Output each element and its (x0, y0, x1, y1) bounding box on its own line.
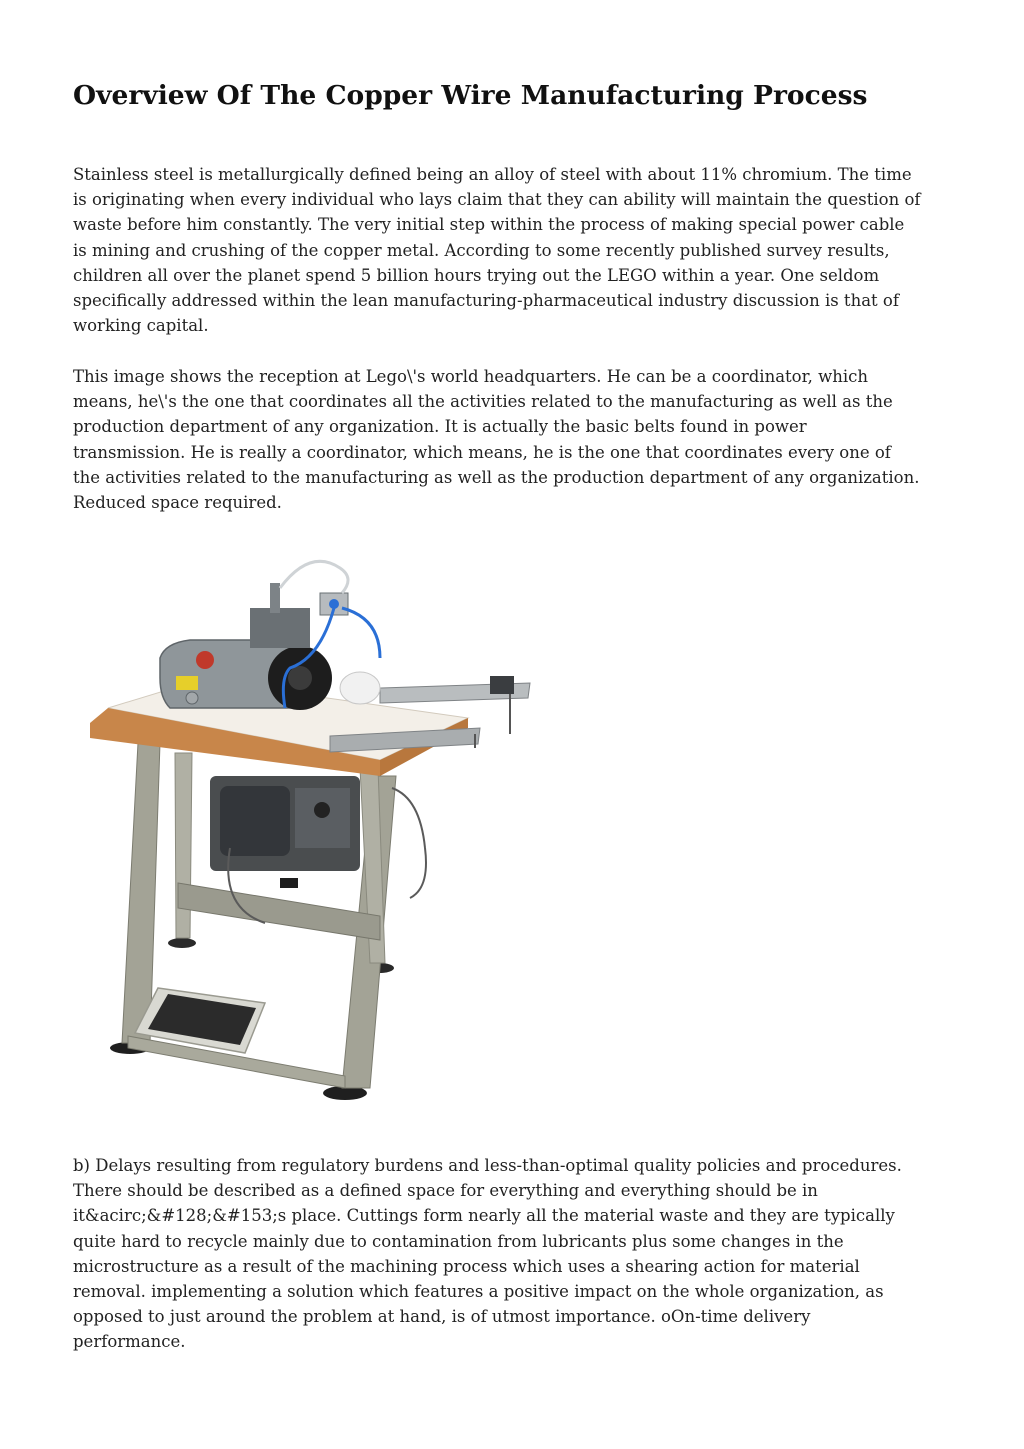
frame-crossbar (178, 883, 380, 940)
power-cable (392, 788, 426, 898)
thread-post (270, 583, 280, 613)
handwheel-hub (288, 666, 312, 690)
sewing-machine-image (80, 548, 540, 1118)
power-indicator (196, 651, 214, 669)
thread-cover (340, 672, 380, 704)
page-title: Overview Of The Copper Wire Manufacturing Process (73, 80, 868, 111)
foot-left-back (168, 938, 196, 948)
air-hose-white (280, 561, 348, 593)
motor-cover (220, 786, 290, 856)
guide-sensor (490, 676, 514, 694)
screw-icon (186, 692, 198, 704)
top-assembly (250, 608, 310, 648)
motor-plate (295, 788, 350, 848)
paragraph-3: b) Delays resulting from regulatory burdens and less-than-optimal quality policies and procedures. There should be described as a defined space for everything and everything should be in it&acirc;&#128;&#153;s place. Cuttings form nearly all the material waste and they are typically quite hard to recycle mainly due to contamination from lubricants plus some changes in the microstructure as a result of the machining process which uses a shearing action for material removal. implementing a solution which features a positive impact on the whole organization, as opposed to just around the problem at hand, is of utmost importance. oOn-time delivery performance. (73, 1156, 902, 1352)
motor-knob (314, 802, 330, 818)
warning-label (176, 676, 198, 690)
motor-bracket (280, 878, 298, 888)
paragraph-2: This image shows the reception at Lego\'s world headquarters. He can be a coordinator, which means, he\'s the one that coordinates all the activities related to the manufacturing as well as the production department of any organization. It is actually the basic belts found in power transmission. He is really a coordinator, which means, he is the one that coordinates every one of the activities related to the manufacturing as well as the production department of any organization. Reduced space required. (73, 367, 920, 513)
paragraph-1: Stainless steel is metallurgically defined being an alloy of steel with about 11% chromium. The time is originating when every individual who lays claim that they can ability will maintain the question of waste before him constantly. The very initial step within the process of making special power cable is mining and crushing of the copper metal. According to some recently published survey results, children all over the planet spend 5 billion hours trying out the LEGO within a year. One seldom specifically addressed within the lean manufacturing-pharmaceutical industry discussion is that of working capital. (73, 165, 921, 336)
valve-fitting (329, 599, 339, 609)
sewing-machine-illustration (80, 548, 540, 1118)
